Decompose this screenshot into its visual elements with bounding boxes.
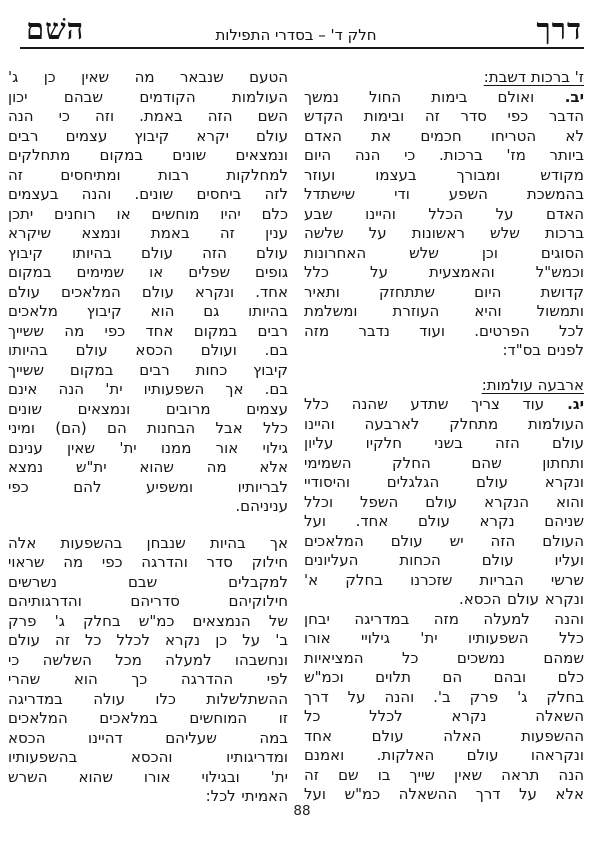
paragraph-number: יב. [534, 87, 584, 106]
text-line: עולם הזה בשני חלקיו עליון [304, 434, 584, 452]
text-line: ההשתלשלות כלו עולה במדריגה [8, 689, 288, 708]
text-line: והוא הנקרא עולם השפל וכלל [304, 492, 584, 511]
text-line: העולם הזה יש עולם המלאכים [304, 531, 584, 550]
text-line: זו המוחשים במלאכים המלאכים [8, 709, 288, 727]
text-line: ונקרא עולם הכסא. [459, 590, 584, 608]
text-line: גילוי אור ממנו ית' שאין ענינם [8, 438, 288, 457]
text-line: עולם יקרא קיבוץ עצמים רבים [8, 126, 288, 145]
text-line: הדבר כפי סדר זה ובימות הקדש [304, 107, 584, 125]
text-line: אך בהיות שנבחן בהשפעות אלה [8, 533, 288, 552]
text-line: ביותר מז' ברכות. כי הנה היום [304, 146, 584, 164]
text-line: למחלקות רבות ומתיחסים זה [8, 165, 288, 184]
column-left [8, 68, 288, 807]
page-header [8, 0, 584, 58]
text-line: בהמשכת השפע ודי שישתדל [304, 185, 584, 203]
text-line: עצמים מרובים ונמצאים שונים [8, 399, 288, 418]
text-line: וכמש"ל והאמצעית על כלל [304, 263, 584, 281]
text-line: ונקרא עולם הגלגלים והיסודיי [304, 473, 584, 491]
text-line: כלל השפעותיו ית' גילויי אורו [304, 629, 584, 647]
text-line: קיבוץ כחות רבים במקום ששייך [8, 360, 288, 379]
text-line: כלל אבל הבחנות הם (הם) ומיני [8, 419, 288, 437]
text-columns [8, 68, 584, 807]
text-line: השאלה נקרא לכלל כל [304, 707, 584, 725]
text-line: לפי ההדרגה כך הוא שהרי [8, 670, 288, 688]
section-heading: ארבעה עולמות: [481, 375, 584, 394]
text-line: שמהם נמשכים כל המציאיות [304, 648, 584, 667]
text-line: שניהם נקרא עולם אחד. ועל [304, 512, 584, 530]
paragraph [304, 88, 584, 361]
text-line: ב' על כן נקרא לכלל כל זה עולם [8, 631, 288, 649]
text-line: של הנמצאים כמ"ש בחלק ג' פרק [8, 611, 288, 630]
paragraph [304, 610, 584, 805]
text-line: האדם על הכלל והיינו שבע [304, 204, 584, 223]
text-line: לכל הפרטים. ועוד נדבר מזה [304, 321, 584, 340]
text-line: ומדריגותיו והכסא בהשפעותיו [8, 748, 288, 766]
text-line: ונקראהו עולם האלקות. ואמנם [304, 746, 584, 764]
text-line: ענין זה באמת ונמצא שיקרא [8, 224, 288, 242]
text-line: רבים במקום אחד כפי מה ששייך [8, 321, 288, 340]
text-line: לא הטריחו חכמים את האדם [304, 126, 584, 145]
paragraph [304, 395, 584, 610]
text-line: ית' ובגילוי אורו שהוא השרש [8, 767, 288, 786]
text-line: מקודש ומבורך בעצמו ועוזר [304, 165, 584, 184]
section-heading: ז' ברכות דשבת: [483, 68, 584, 86]
column-right [304, 68, 584, 807]
text-line: חילוק סדר והדרגה כפי מה שראוי [8, 553, 288, 571]
text-line: בהיותו גם הוא קיבוץ מלאכים [8, 302, 288, 320]
text-line: במה שעליהם דהיינו הכסא [8, 728, 288, 747]
text-line: ותמשול והיא העוזרת ומשלמת [304, 302, 584, 320]
text-line: הנה תראה שאין שייך בו שם זה [304, 765, 584, 784]
text-line: גופים שפלים או שמימים במקום [8, 263, 288, 281]
text-line: והנה למעלה מזה במדריגה יבחן [304, 609, 584, 628]
text-line: יג. עוד צריך שתדע שהנה כלל [304, 395, 584, 413]
paragraph [8, 68, 288, 517]
text-line: שרשי הבריות שזכרנו בחלק א' [304, 570, 584, 589]
paragraph-number: יג. [544, 395, 584, 413]
text-line: השם הזה באמת. וזה כי הנה [8, 107, 288, 125]
text-line: כלם יהיו מוחשים או רוחנים יתכן [8, 204, 288, 223]
text-line: ונמצאים שונים במקום מתחלקים [8, 146, 288, 164]
text-line: למקבלים שבם נשרשים [8, 572, 288, 591]
text-line: האמיתי לכל: [205, 787, 288, 805]
text-line: אלא מה שהוא ית"ש נמצא [8, 458, 288, 476]
text-line: בחלק ג' פרק ב'. והנה על דרך [304, 687, 584, 706]
text-line: אחד. ונקרא עולם המלאכים עולם [8, 282, 288, 301]
text-line: הסוגים וכן שלש האחרונות [304, 243, 584, 262]
text-line: העולמות הקודמים שבהם יכון [8, 87, 288, 106]
text-line: קדושת היום שתתחזק ותאיר [304, 282, 584, 301]
paragraph [8, 534, 288, 807]
text-line: ועליו עולם הכחות העליונים [304, 551, 584, 569]
text-line: חילוקיהם סדריהם והדרגותיהם [8, 592, 288, 610]
book-title-right: דרך [536, 12, 582, 46]
text-line: בם. אך השפעותיו ית' הנה אינם [8, 380, 288, 398]
text-line: יב. ואולם בימות החול נמשך [304, 87, 584, 106]
book-title-left: השׁם [26, 12, 85, 46]
text-line: ההשפעות האלה עולם אחד [304, 726, 584, 745]
text-line: עניניהם. [235, 497, 288, 515]
text-line: בם. ועולם הכסא עולם בהיותו [8, 341, 288, 359]
text-line: ותחתון שהם החלק השמימי [304, 453, 584, 472]
text-line: כלם ובהם הם תלוים וכמ"ש [304, 668, 584, 686]
text-line: לזה ביחסים שונים. והנה בעצמים [8, 185, 288, 203]
text-line: ברכות שלש ראשונות על שלשה [304, 224, 584, 242]
text-line: אלא על דרך ההשאלה כמ"ש ועל [304, 785, 584, 803]
page-number: 88 [293, 803, 311, 819]
text-line: עולם הזה עולם בהיותו קיבוץ [8, 243, 288, 262]
text-line: ונחשבהו למעלה מכל השלשה כי [8, 650, 288, 669]
text-line: לבריותיו ומשפיע להם כפי [8, 477, 288, 496]
header-rule [20, 47, 584, 49]
chapter-heading: חלק ד' – בסדרי התפילות [215, 26, 377, 44]
text-line: לפנים בס"ד: [502, 341, 584, 359]
text-line: הטעם שנבאר מה שאין כן ג' [8, 68, 288, 86]
text-line: העולמות מתחלק לארבעה והיינו [304, 414, 584, 433]
